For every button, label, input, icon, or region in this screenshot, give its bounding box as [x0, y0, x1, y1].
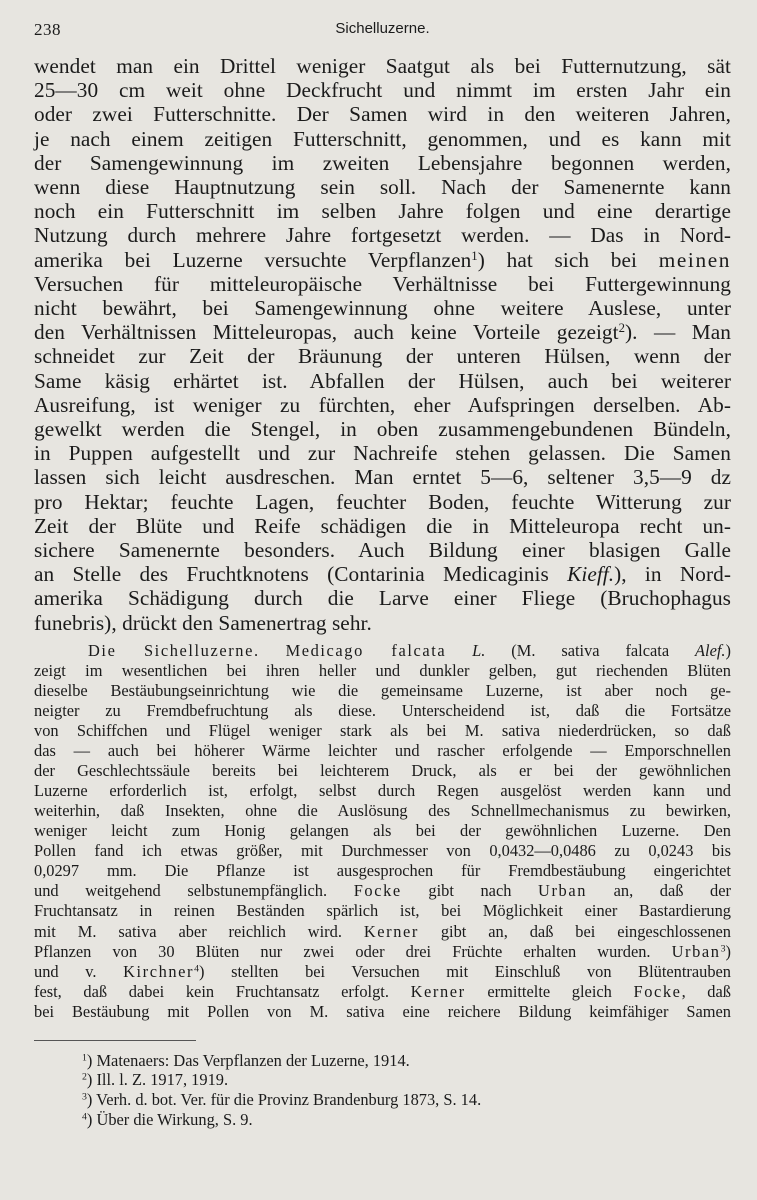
text-fragment: , daß [681, 981, 731, 1001]
footnotes [34, 1051, 731, 1129]
text-line: neigter zu Fremdbefruchtung als diese. Unterscheidend ist, daß die Fortsätze [34, 701, 731, 721]
text-line: sichere Samenernte besonders. Auch Bildung einer blasigen Galle [34, 538, 731, 563]
footnote-marker: 4 [194, 963, 200, 975]
text-line: 25—30 cm weit ohne Deckfrucht und nimmt im ersten Jahr ein [34, 78, 731, 103]
person-name: Kerner [363, 921, 419, 941]
footnote-text: ) Ill. l. Z. 1917, 1919. [86, 1070, 229, 1090]
text-line: Luzerne erforderlich ist, erfolgt, selbst durch Regen ausgelöst werden kann und [34, 781, 731, 801]
footnote-marker: 4 [82, 1111, 87, 1123]
text-fragment: ), in Nord- [614, 562, 731, 587]
person-name: Urban [671, 941, 721, 961]
text-fragment: ) [725, 941, 731, 961]
text-line [34, 942, 731, 962]
text-line: weiterhin, daß Insekten, ohne die Auslösung des Schnellmechanismus zu bewirken, [34, 801, 731, 821]
text-line: Versuchen für mitteleuropäische Verhältnisse bei Futtergewinnung [34, 271, 731, 296]
text-fragment: und weitgehend selbstunempfänglich. [34, 881, 328, 901]
footnote-marker: 2 [82, 1071, 87, 1083]
text-fragment: amerika bei Luzerne versuchte Verpflanzen [34, 247, 472, 272]
text-line: Pollen fand ich etwas größer, mit Durchmesser von 0,0432—0,0486 zu 0,0243 bis [34, 841, 731, 861]
page-header [34, 20, 731, 54]
text-line [34, 962, 731, 982]
footnote-divider [34, 1040, 196, 1041]
text-line: der Samengewinnung im zweiten Lebensjahre begonnen werden, [34, 150, 731, 175]
small-print-paragraph [34, 641, 731, 1022]
emphasis-spaced: meinen [658, 247, 732, 272]
text-line [34, 248, 731, 272]
author-italic: Kieff. [567, 562, 615, 587]
text-line: Fruchtansatz in reinen Beständen spärlich ist, bei Möglichkeit einer Bastardierung [34, 901, 731, 921]
text-line: bei Bestäubung mit Pollen von M. sativa eine reichere Bildung keimfähiger Samen [34, 1001, 731, 1021]
text-line: der Geschlechtssäule bereits bei leichterem Druck, als er bei der gewöhnlichen [34, 761, 731, 781]
text-line [34, 641, 731, 661]
text-fragment: ). — Man [625, 320, 731, 345]
text-line: gewelkt werden die Stengel, in oben zusammengebundenen Bündeln, [34, 417, 731, 442]
footnote-text: ) Verh. d. bot. Ver. für die Provinz Brandenburg 1873, S. 14. [86, 1089, 482, 1109]
text-line [34, 982, 731, 1002]
text-fragment: ) hat sich bei [477, 247, 637, 272]
page-number: 238 [34, 20, 61, 39]
text-fragment: gibt nach [428, 881, 512, 901]
species-name: Medicago falcata [285, 640, 447, 660]
text-line: lassen sich leicht ausdreschen. Man erntet 5—6, seltener 3,5—9 dz [34, 465, 731, 490]
text-fragment: mit M. sativa aber reichlich wird. [34, 921, 342, 941]
text-fragment: an, daß der [613, 881, 731, 901]
person-name: Kirchner [123, 961, 195, 981]
text-line: 0,0297 mm. Die Pflanze ist ausgesprochen für Fremdbestäubung eingerichtet [34, 861, 731, 881]
text-line: wenn diese Hauptnutzung sein soll. Nach der Samenernte kann [34, 175, 731, 200]
person-name: Focke [353, 881, 402, 901]
footnote [82, 1070, 731, 1090]
person-name: Urban [538, 881, 587, 901]
text-line: Ausreifung, ist weniger zu fürchten, eher Aufspringen derselben. Ab- [34, 392, 731, 417]
text-line: zeigt im wesentlichen bei ihren heller und dunkler gelben, gut riechenden Blüten [34, 660, 731, 680]
text-line: noch ein Futterschnitt im selben Jahre folgen und eine derartige [34, 199, 731, 224]
text-line: weniger leicht zum Honig gelangen als bei der gewöhnlichen Luzerne. Den [34, 821, 731, 841]
text-fragment: ) stellten bei Versuchen mit Einschluß von Blütentrauben [199, 961, 731, 981]
text-fragment: und v. [34, 961, 97, 981]
footnote-marker: 2 [618, 321, 626, 336]
author-italic: L. [472, 640, 486, 660]
text-line: dieselbe Bestäubungseinrichtung wie die gemeinsame Luzerne, ist aber noch ge- [34, 680, 731, 700]
text-line: von Schiffchen und Flügel weniger stark als bei M. sativa niederdrücken, so daß [34, 721, 731, 741]
text-line [34, 562, 731, 586]
footnote-marker: 1 [82, 1052, 87, 1064]
text-fragment: gibt an, daß bei eingeschlossenen [440, 921, 731, 941]
footnote-marker: 3 [720, 943, 726, 955]
footnote-text: ) Matenaers: Das Verpflanzen der Luzerne, 1914. [86, 1050, 410, 1070]
text-fragment: ermittelte gleich [487, 981, 612, 1001]
text-line: amerika Schädigung durch die Larve einer Fliege (Bruchophagus [34, 586, 731, 611]
author-italic: Alef. [695, 640, 726, 660]
text-fragment: an Stelle des Fruchtknotens (Contarinia Medicaginis [34, 562, 549, 587]
text-fragment: ) [725, 640, 731, 660]
text-line [34, 881, 731, 901]
text-line [34, 922, 731, 942]
text-line: funebris), drückt den Samenertrag sehr. [34, 610, 372, 635]
text-line: das — auch bei höherer Wärme leichter und rascher erfolgende — Emporschnellen [34, 741, 731, 761]
text-line: schneidet zur Zeit der Bräunung der unteren Hülsen, wenn der [34, 344, 731, 369]
footnote [82, 1110, 731, 1130]
footnote-marker: 1 [471, 248, 478, 263]
heading-spaced: Die Sichelluzerne. [88, 640, 260, 660]
text-fragment: den Verhältnissen Mitteleuropas, auch keine Vorteile gezeigt [34, 320, 619, 345]
text-fragment: (M. sativa falcata [511, 640, 670, 660]
text-line: in Puppen aufgestellt und zur Nachreife stehen gelassen. Die Samen [34, 441, 731, 466]
text-line: je nach einem zeitigen Futterschnitt, genommen, und es kann mit [34, 126, 731, 151]
person-name: Focke [633, 981, 682, 1001]
text-line: Zeit der Blüte und Reife schädigen die in Mitteleuropa recht un- [34, 513, 731, 538]
text-line [34, 320, 731, 344]
text-line: nicht bewährt, bei Samengewinnung ohne weitere Auslese, unter [34, 296, 731, 321]
text-line: Same käsig erhärtet ist. Abfallen der Hülsen, auch bei weiterer [34, 368, 731, 393]
text-line: pro Hektar; feuchte Lagen, feuchter Boden, feuchte Witterung zur [34, 489, 731, 514]
text-fragment: fest, daß dabei kein Fruchtansatz erfolgt. [34, 981, 389, 1001]
text-line: wendet man ein Drittel weniger Saatgut als bei Futternutzung, sät [34, 54, 731, 78]
footnote-marker: 3 [82, 1091, 87, 1103]
text-fragment: Pflanzen von 30 Blüten nur zwei oder drei Früchte erhalten wurden. [34, 941, 651, 961]
person-name: Kerner [410, 981, 466, 1001]
running-title: Sichelluzerne. [335, 20, 430, 37]
main-paragraph [34, 54, 731, 635]
footnote-text: ) Über die Wirkung, S. 9. [86, 1109, 253, 1129]
text-line: oder zwei Futterschnitte. Der Samen wird in den weiteren Jahren, [34, 102, 731, 127]
footnote [82, 1090, 731, 1110]
footnote [82, 1051, 731, 1071]
text-line: Nutzung durch mehrere Jahre fortgesetzt werden. — Das in Nord- [34, 223, 731, 248]
